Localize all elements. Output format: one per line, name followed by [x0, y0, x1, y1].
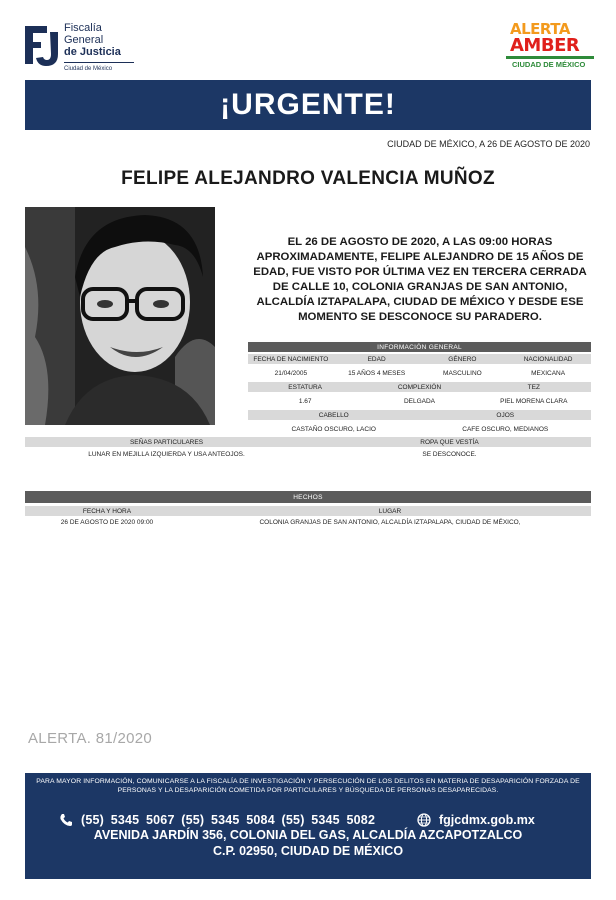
contact-footer — [25, 773, 591, 879]
contact-postal: C.P. 02950, CIUDAD DE MÉXICO — [212, 844, 404, 858]
label-eyes: OJOS — [496, 411, 515, 419]
info-row2-labels — [248, 382, 591, 392]
info-general-header: INFORMACIÓN GENERAL — [248, 342, 591, 352]
info-row1-values — [248, 368, 591, 378]
urgent-banner: ¡URGENTE! — [25, 80, 591, 130]
value-clothing: SE DESCONOCE. — [422, 450, 477, 458]
fgj-divider — [64, 62, 134, 63]
info-row1-labels — [248, 354, 591, 364]
hechos-values — [25, 517, 591, 527]
value-marks: LUNAR EN MEJILLA IZQUIERDA Y USA ANTEOJOS. — [88, 450, 245, 458]
amber-logo-line3: CIUDAD DE MÉXICO — [512, 60, 586, 69]
missing-person-photo — [25, 207, 215, 425]
label-birthdate: FECHA DE NACIMIENTO — [253, 355, 329, 363]
amber-swoosh — [506, 56, 594, 59]
phone-icon — [59, 813, 73, 827]
label-build: COMPLEXIÓN — [397, 383, 442, 391]
fgj-subtitle: Ciudad de México — [64, 66, 113, 72]
label-date-time: FECHA Y HORA — [82, 507, 132, 515]
value-gender: MASCULINO — [443, 369, 482, 377]
value-age: 15 AÑOS 4 MESES — [348, 369, 406, 377]
fgj-logo — [24, 22, 134, 78]
contact-phones: (55) 5345 5067 (55) 5345 5084 (55) 5345 5082 — [81, 813, 376, 827]
label-age: EDAD — [367, 355, 386, 363]
value-build: DELGADA — [403, 397, 436, 405]
label-hair: CABELLO — [318, 411, 349, 419]
label-marks: SEÑAS PARTICULARES — [129, 438, 204, 446]
label-gender: GÉNERO — [448, 355, 477, 363]
amber-logo-line1: ALERTA — [510, 20, 570, 38]
alerta-amber-logo — [506, 20, 596, 80]
value-nationality: MEXICANA — [531, 369, 566, 377]
contact-address: AVENIDA JARDÍN 356, COLONIA DEL GAS, ALCALDÍA AZCAPOTZALCO — [93, 828, 523, 842]
value-hair: CASTAÑO OSCURO, LACIO — [291, 425, 376, 433]
info-row4-values — [25, 449, 591, 459]
website-link[interactable]: fgjcdmx.gob.mx — [439, 813, 535, 827]
disappearance-narrative: EL 26 DE AGOSTO DE 2020, A LAS 09:00 HORAS APROXIMADAMENTE, FELIPE ALEJANDRO DE 15 AÑOS DE EDAD, FUE VISTO POR ÚLTIMA VEZ EN TERCERA CERRADA DE CALLE 10, COLONIA GRANJAS DE SAN ANTONIO, ALCALDÍA IZTAPALAPA, CIUDAD DE MÉXICO Y DESDE ESE MOMENTO SE DESCONOCE SU PARADERO. — [253, 236, 587, 323]
value-place: COLONIA GRANJAS DE SAN ANTONIO, ALCALDÍA IZTAPALAPA, CIUDAD DE MÉXICO, — [259, 518, 521, 526]
missing-person-name: FELIPE ALEJANDRO VALENCIA MUÑOZ — [121, 168, 495, 189]
amber-logo-line2: AMBER — [510, 35, 580, 56]
value-birthdate: 21/04/2005 — [274, 369, 308, 377]
info-row3-labels — [248, 410, 591, 420]
hechos-labels — [25, 506, 591, 516]
portrait-image — [25, 207, 215, 425]
issue-date: CIUDAD DE MÉXICO, A 26 DE AGOSTO DE 2020 — [387, 139, 590, 149]
label-nationality: NACIONALIDAD — [523, 355, 573, 363]
hechos-header: HECHOS — [25, 491, 591, 503]
info-row2-values — [248, 396, 591, 406]
info-row4-labels — [25, 437, 591, 447]
info-row3-values — [248, 424, 591, 434]
contact-info-text: PARA MAYOR INFORMACIÓN, COMUNICARSE A LA FISCALÍA DE INVESTIGACIÓN Y PERSECUCIÓN DE LOS DELITOS EN MATERIA DE DESAPARICIÓN FORZADA DE PERSONAS Y LA DESAPARICIÓN COMETIDA POR PARTICULARES Y BÚSQUEDA DE PERSONAS DESAPARECIDAS. — [36, 778, 580, 794]
value-date-time: 26 DE AGOSTO DE 2020 09:00 — [60, 518, 154, 526]
label-place: LUGAR — [378, 507, 402, 515]
label-skin: TEZ — [527, 383, 540, 391]
value-eyes: CAFE OSCURO, MEDIANOS — [462, 425, 549, 433]
value-height: 1.67 — [298, 397, 312, 405]
label-height: ESTATURA — [288, 383, 323, 391]
alert-number: ALERTA. 81/2020 — [28, 730, 153, 747]
fgj-emblem-icon — [24, 24, 60, 68]
fgj-name: Fiscalía General de Justicia — [64, 22, 121, 58]
label-clothing: ROPA QUE VESTÍA — [420, 438, 479, 446]
globe-icon — [417, 813, 431, 827]
value-skin: PIEL MORENA CLARA — [500, 397, 568, 405]
